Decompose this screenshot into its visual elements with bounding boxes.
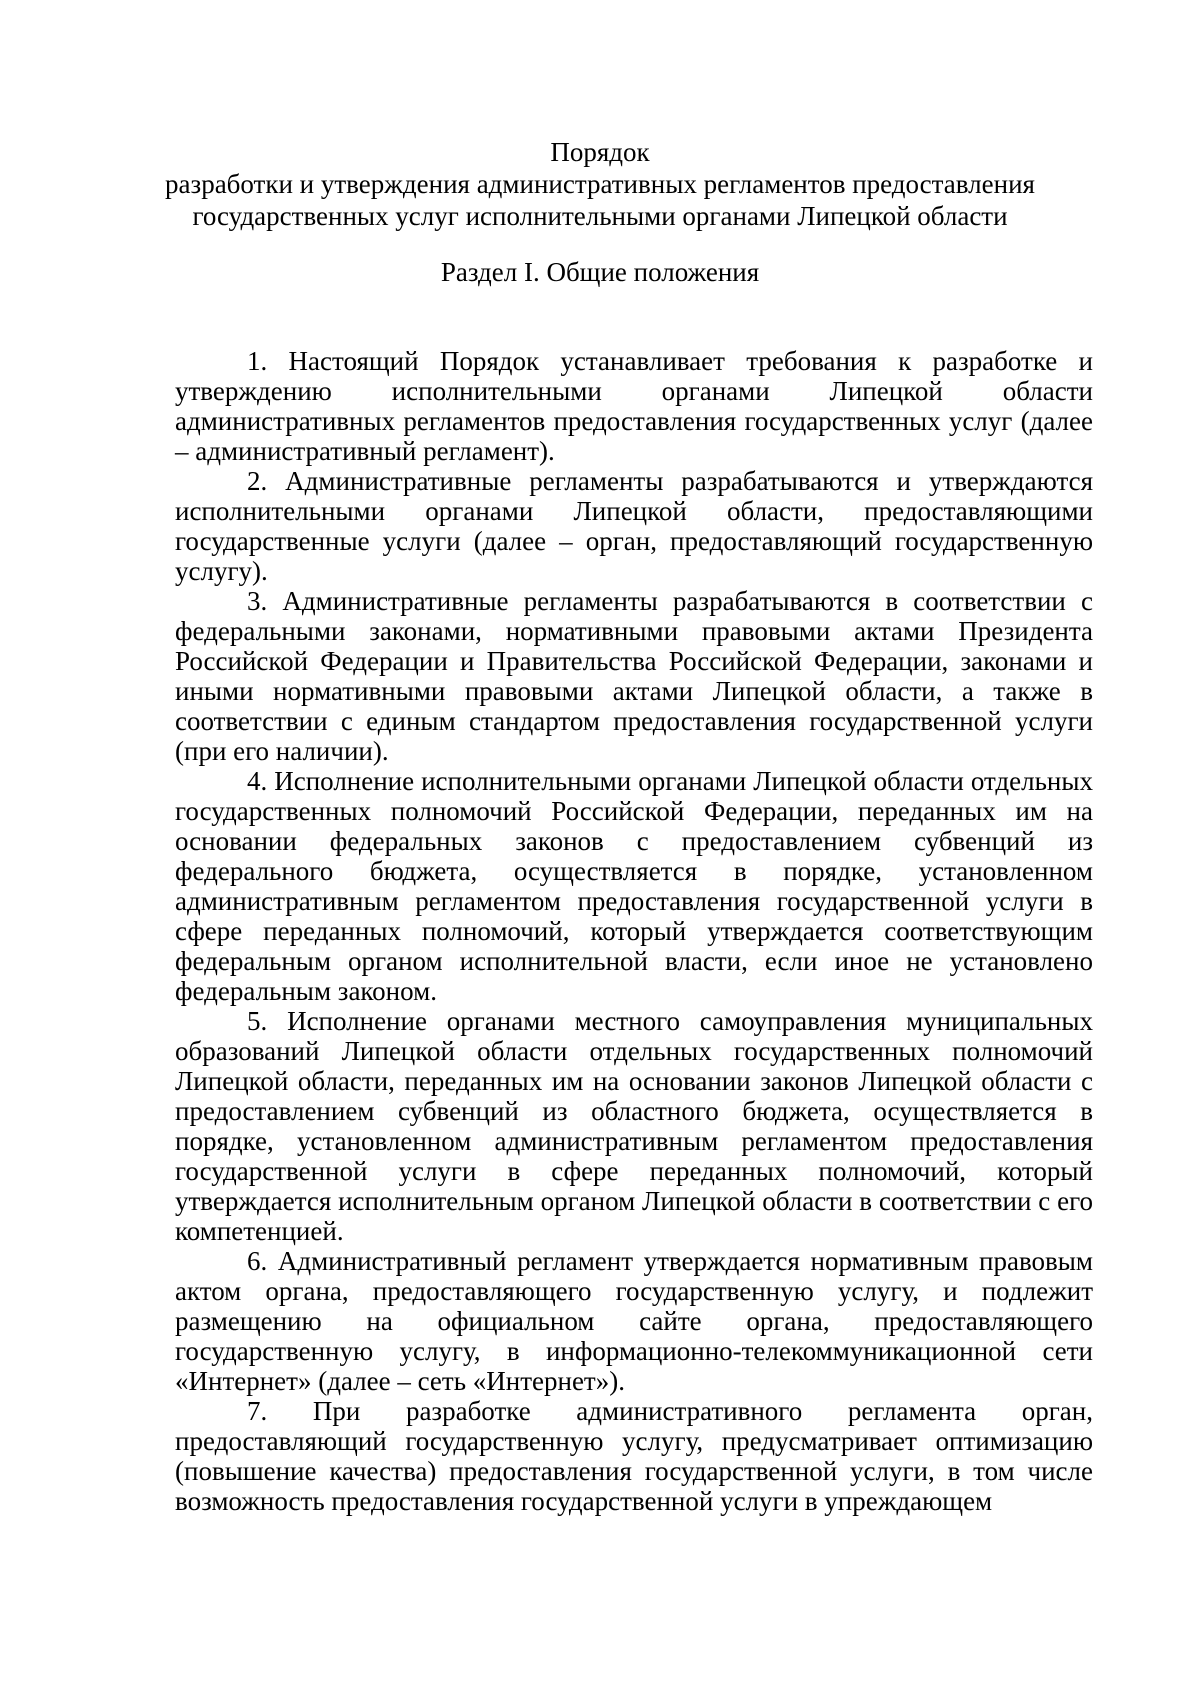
paragraph-3: 3. Административные регламенты разрабатываются в соответствии с федеральными законами, нормативными правовыми актами Президента Российской Федерации и Правительства Российской Федерации, законами и иными нормативными правовыми актами Липецкой области, а также в соответствии с единым стандартом предоставления государственной услуги (при его наличии). (175, 586, 1093, 766)
section-title: Раздел I. Общие положения (440, 257, 760, 287)
paragraph-6: 6. Административный регламент утверждается нормативным правовым актом органа, предоставляющего государственную услугу, и подлежит размещению на официальном сайте органа, предоставляющего государственную услугу, в информационно-телекоммуникационной сети «Интернет» (далее – сеть «Интернет»). (175, 1246, 1093, 1396)
document-header (150, 136, 1050, 232)
paragraph-1: 1. Настоящий Порядок устанавливает требования к разработке и утверждению исполнительными органами Липецкой области административных регламентов предоставления государственных услуг (далее – административный регламент). (175, 346, 1093, 466)
document-body (175, 346, 1093, 1516)
paragraph-7: 7. При разработке административного регламента орган, предоставляющий государственную услугу, предусматривает оптимизацию (повышение качества) предоставления государственной услуги, в том числе возможность предоставления государственной услуги в упреждающем (175, 1396, 1093, 1516)
paragraph-4: 4. Исполнение исполнительными органами Липецкой области отдельных государственных полномочий Российской Федерации, переданных им на основании федеральных законов с предоставлением субвенций из федерального бюджета, осуществляется в порядке, установленном административным регламентом предоставления государственной услуги в сфере переданных полномочий, который утверждается соответствующим федеральным органом исполнительной власти, если иное не установлено федеральным законом. (175, 766, 1093, 1006)
document-subtitle-line-1: разработки и утверждения административных регламентов предоставления (165, 169, 1035, 199)
paragraph-5: 5. Исполнение органами местного самоуправления муниципальных образований Липецкой области отдельных государственных полномочий Липецкой области, переданных им на основании законов Липецкой области с предоставлением субвенций из областного бюджета, осуществляется в порядке, установленном административным регламентом предоставления государственной услуги в сфере переданных полномочий, который утверждается исполнительным органом Липецкой области в соответствии с его компетенцией. (175, 1006, 1093, 1246)
document-title: Порядок (550, 137, 650, 167)
paragraph-2: 2. Административные регламенты разрабатываются и утверждаются исполнительными органами Липецкой области, предоставляющими государственные услуги (далее – орган, предоставляющий государственную услугу). (175, 466, 1093, 586)
document-subtitle-line-2: государственных услуг исполнительными органами Липецкой области (192, 201, 1008, 231)
